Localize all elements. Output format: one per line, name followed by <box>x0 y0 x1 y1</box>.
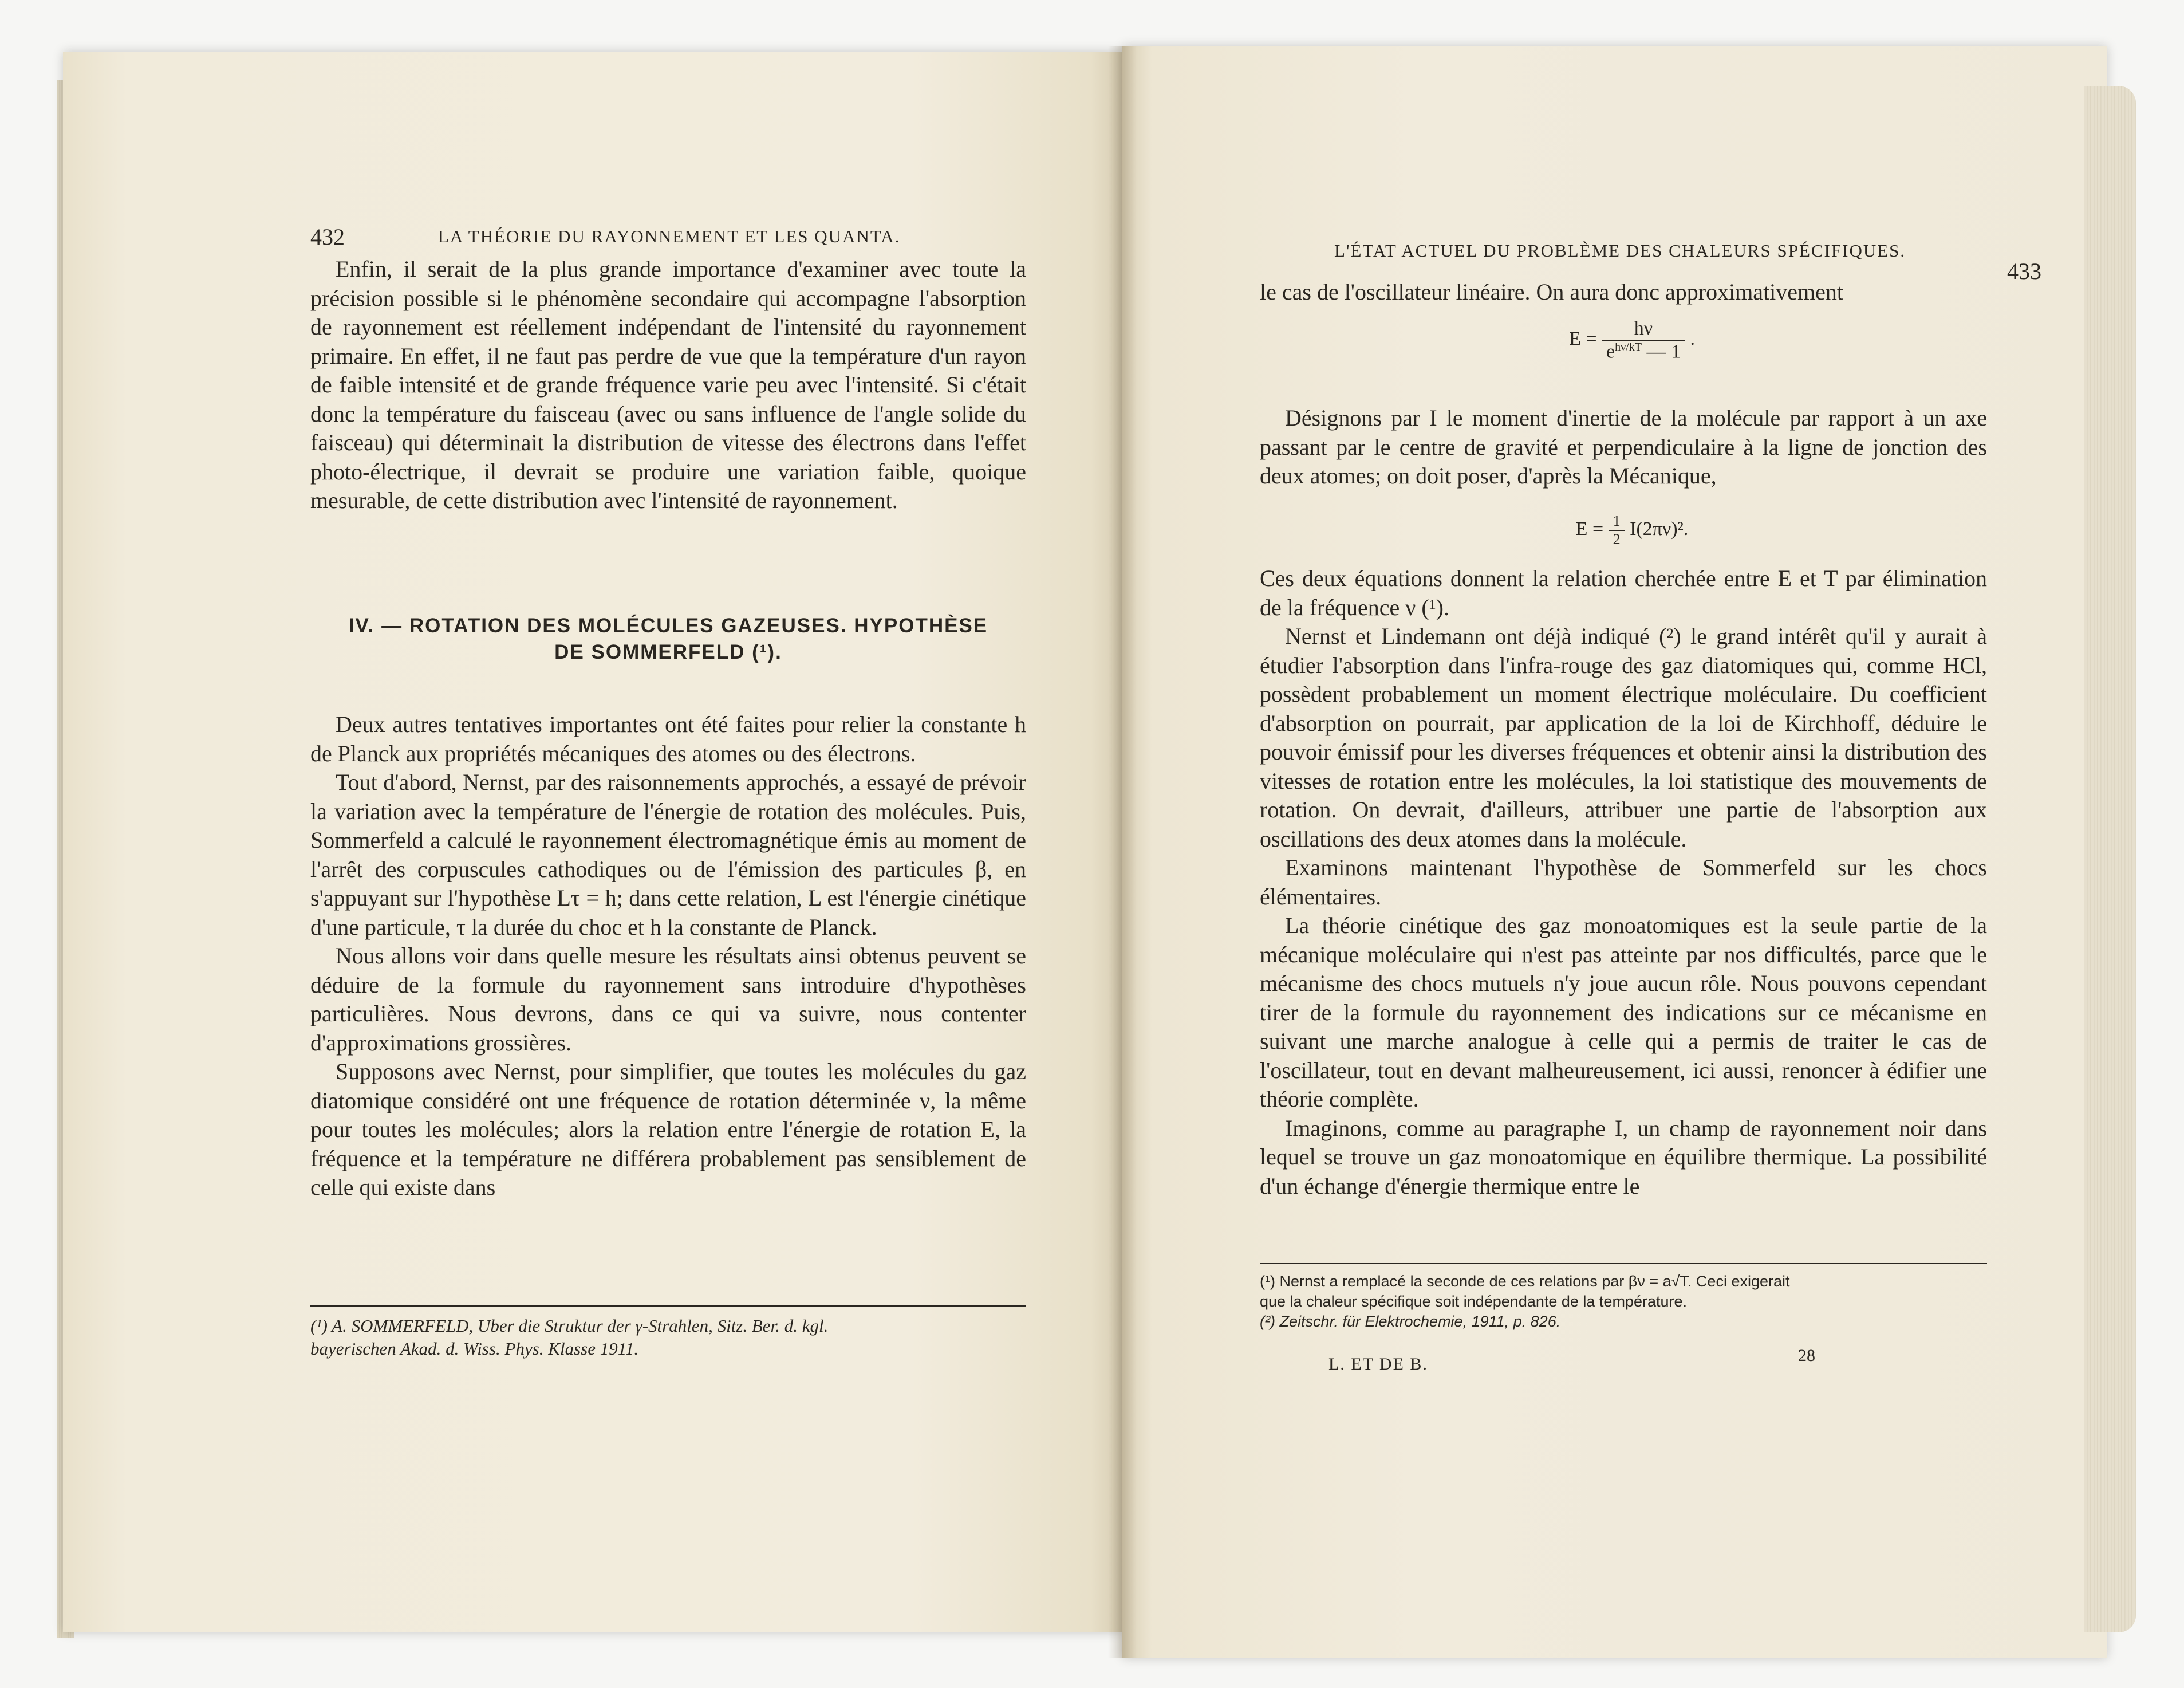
left-footnote-line-2: bayerischen Akad. d. Wiss. Phys. Klasse 1911. <box>310 1339 639 1359</box>
formula-rotation-energy <box>1489 513 1775 548</box>
formula-1-fraction <box>1602 318 1685 363</box>
right-footnote-2: (²) Zeitschr. für Elektrochemie, 1911, p. 826. <box>1260 1313 1561 1330</box>
left-body-bottom <box>310 710 1026 1202</box>
left-paragraph-1: Enfin, il serait de la plus grande importance d'examiner avec toute la précision possible si le phénomène secondaire qui accompagne l'absorption de rayonnement est réellement indépendant de l'intensité du rayonnement primaire. En effet, il ne faut pas perdre de vue que la température d'un rayon de faible intensité et de grande fréquence varie peu avec l'intensité. Si c'était donc la température du faisceau (avec ou sans influence de l'angle solide du faisceau) qui déterminait la distribution de vitesse des électrons dans l'effet photo-électrique, il devrait se produire une variation faible, quoique mesurable, de cette distribution avec l'intensité de rayonnement. <box>310 256 1026 513</box>
signature-mark: L. ET DE B. <box>1328 1355 1428 1374</box>
formula-2-numerator: 1 <box>1609 513 1625 531</box>
left-page-number: 432 <box>310 224 345 250</box>
right-footnote-1-line-2: que la chaleur spécifique soit indépendante de la température. <box>1260 1293 1688 1310</box>
formula-1-den-exponent: hν/kT <box>1615 341 1642 353</box>
left-footnote <box>310 1315 1026 1360</box>
formula-1-den-tail: — 1 <box>1646 341 1681 363</box>
section-title-line-1: IV. — ROTATION DES MOLÉCULES GAZEUSES. HYPOTHÈSE <box>348 615 988 637</box>
signature-number: 28 <box>1798 1346 1815 1365</box>
formula-1-den-base: e <box>1606 341 1615 363</box>
left-paragraph-3: Tout d'abord, Nernst, par des raisonnements approchés, a essayé de prévoir la variation avec la température de l'énergie de rotation des molécules. Puis, Sommerfeld a calculé le rayonnement électromagnétique émis au moment de l'arrêt des corpuscules cathodiques ou de l'émission des particules β, en s'appuyant sur l'hypothèse Lτ = h; dans cette relation, L est l'énergie cinétique d'une particule, τ la durée du choc et h la constante de Planck. <box>310 769 1026 940</box>
right-body-bottom <box>1260 564 1987 1201</box>
right-paragraph-3: Ces deux équations donnent la relation cherchée entre E et T par élimination de la fréquence ν (¹). <box>1260 565 1987 620</box>
formula-2-fraction <box>1609 513 1625 548</box>
right-footnote-rule <box>1260 1263 1987 1264</box>
formula-1-end: . <box>1690 328 1695 349</box>
formula-2-rhs: I(2πν)². <box>1630 518 1689 540</box>
right-body-top <box>1260 278 1987 307</box>
formula-1-denominator <box>1602 341 1685 363</box>
right-page-edges <box>2084 86 2136 1632</box>
left-paragraph-2: Deux autres tentatives importantes ont été faites pour relier la constante h de Planck aux propriétés mécaniques des atomes ou des électrons. <box>310 711 1026 766</box>
left-page <box>63 52 1122 1632</box>
right-paragraph-1: le cas de l'oscillateur linéaire. On aura donc approximativement <box>1260 279 1844 305</box>
right-paragraph-6: La théorie cinétique des gaz monoatomiques est la seule partie de la mécanique moléculaire qui n'est pas atteinte par nos difficultés, parce que le mécanisme des chocs mutuels n'y joue aucun rôle. Nous pouvons cependant tirer de la formule du rayonnement des indications sur ce mécanisme en suivant une marche analogue à celle qui a permis de traiter le cas de l'oscillateur, tout en devant malheureusement, ici aussi, renoncer à édifier une théorie complète. <box>1260 912 1987 1112</box>
right-page <box>1122 46 2107 1658</box>
section-title-line-2: DE SOMMERFELD (¹). <box>554 641 782 663</box>
right-page-number: 433 <box>2007 258 2041 284</box>
right-running-head: L'ÉTAT ACTUEL DU PROBLÈME DES CHALEURS SPÉCIFIQUES. <box>1334 241 1906 261</box>
right-paragraph-2: Désignons par I le moment d'inertie de la molécule par rapport à un axe passant par le centre de gravité et perpendiculaire à la ligne de jonction des deux atomes; on doit poser, d'après la Mécanique, <box>1260 405 1987 489</box>
right-footnote-1-line-1: (¹) Nernst a remplacé la seconde de ces relations par βν = a√T. Ceci exigerait <box>1260 1273 1790 1290</box>
right-paragraph-7: Imaginons, comme au paragraphe I, un champ de rayonnement noir dans lequel se trouve un gaz monoatomique en équilibre thermique. La possibilité d'un échange d'énergie thermique entre le <box>1260 1115 1987 1199</box>
right-paragraph-4: Nernst et Lindemann ont déjà indiqué (²) le grand intérêt qu'il y aurait à étudier l'absorption dans l'infra-rouge des gaz diatomiques qui, comme HCl, possèdent probablement un moment électrique moléculaire. Du coefficient d'absorption on pourrait, par application de la loi de Kirchhoff, déduire le pouvoir émissif pour les diverses fréquences et obtenir ainsi la distribution des vitesses de rotation entre les molécules, la loi statistique des mouvements de rotation. On devrait, d'ailleurs, attribuer une partie de l'absorption aux oscillations des deux atomes dans la molécule. <box>1260 623 1987 852</box>
right-paragraph-5: Examinons maintenant l'hypothèse de Sommerfeld sur les chocs élémentaires. <box>1260 855 1987 910</box>
formula-2-denominator: 2 <box>1613 531 1621 548</box>
formula-energy-oscillator <box>1489 318 1775 363</box>
section-title <box>310 613 1026 666</box>
left-paragraph-5: Supposons avec Nernst, pour simplifier, que toutes les molécules du gaz diatomique considéré ont une fréquence de rotation déterminée ν, la même pour toutes les molécules; alors la relation entre l'énergie de rotation E, la fréquence et la température ne différera probablement pas sensiblement de celle qui existe dans <box>310 1059 1026 1200</box>
formula-2-lhs: E = <box>1575 518 1604 540</box>
left-body-top <box>310 255 1026 516</box>
left-running-head: LA THÉORIE DU RAYONNEMENT ET LES QUANTA. <box>438 226 901 246</box>
left-footnote-line-1: (¹) A. SOMMERFELD, Uber die Struktur der γ-Strahlen, Sitz. Ber. d. kgl. <box>310 1316 829 1336</box>
formula-1-numerator: hν <box>1602 318 1685 341</box>
right-body-middle <box>1260 404 1987 491</box>
left-paragraph-4: Nous allons voir dans quelle mesure les résultats ainsi obtenus peuvent se déduire de la formule du rayonnement sans introduire d'hypothèses particulières. Nous devrons, dans ce qui va suivre, nous contenter d'approximations grossières. <box>310 943 1026 1056</box>
formula-1-lhs: E = <box>1569 328 1597 349</box>
left-footnote-rule <box>310 1305 1026 1307</box>
right-footnotes <box>1260 1272 1987 1332</box>
book-gutter <box>1108 46 1137 1658</box>
